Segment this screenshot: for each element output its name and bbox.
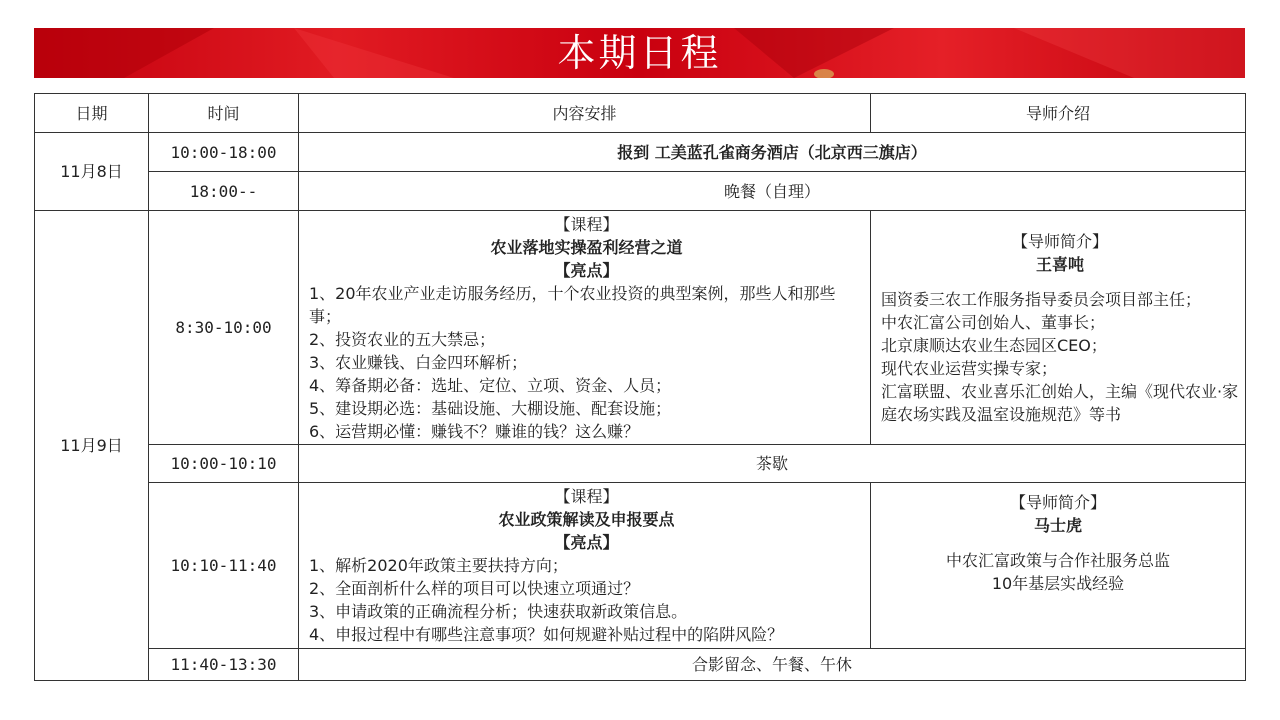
tutor-line: 中农汇富公司创始人、董事长； bbox=[881, 312, 1106, 332]
list-item: 1、20年农业产业走访服务经历，十个农业投资的典型案例，那些人和那些事； bbox=[309, 283, 836, 326]
tutor-line: 北京康顺达农业生态园区CEO； bbox=[881, 335, 1107, 355]
tutor-line: 10年基层实战经验 bbox=[991, 573, 1125, 593]
table-row bbox=[35, 211, 1246, 445]
date-cell: 11月8日 bbox=[35, 133, 149, 211]
content-cell: 报到 工美蓝孔雀商务酒店（北京西三旗店） bbox=[299, 133, 1246, 172]
page-title: 本期日程 bbox=[557, 31, 722, 75]
list-item: 6、运营期必懂：赚钱不？赚谁的钱？这么赚？ bbox=[309, 421, 640, 441]
list-item: 4、申报过程中有哪些注意事项？如何规避补贴过程中的陷阱风险？ bbox=[309, 625, 784, 644]
tutor-line: 汇富联盟、农业喜乐汇创始人，主编《现代农业·家庭农场实践及温室设施规范》等书 bbox=[881, 381, 1239, 424]
date-cell: 11月9日 bbox=[35, 211, 149, 681]
tutor-cell bbox=[871, 211, 1246, 445]
list-item: 4、筹备期必备：选址、定位、立项、资金、人员； bbox=[309, 375, 672, 395]
table-row bbox=[35, 649, 1246, 681]
header-tutor: 导师介绍 bbox=[871, 94, 1246, 133]
time-cell: 11:40-13:30 bbox=[149, 649, 299, 681]
time-cell: 10:00-10:10 bbox=[149, 445, 299, 483]
tutor-line: 国资委三农工作服务指导委员会项目部主任； bbox=[881, 289, 1202, 309]
content-cell: 茶歇 bbox=[299, 445, 1246, 483]
course-title: 农业政策解读及申报要点 bbox=[498, 510, 675, 529]
list-item: 5、建设期必选：基础设施、大棚设施、配套设施； bbox=[309, 398, 672, 418]
header-date: 日期 bbox=[35, 94, 149, 133]
list-item: 2、投资农业的五大禁忌； bbox=[309, 329, 496, 349]
table-row bbox=[35, 483, 1246, 649]
list-item: 1、解析2020年政策主要扶持方向； bbox=[309, 556, 568, 575]
list-item: 2、全面剖析什么样的项目可以快速立项通过？ bbox=[309, 579, 640, 598]
course-tag: 【课程】 bbox=[554, 214, 619, 234]
time-cell: 10:00-18:00 bbox=[149, 133, 299, 172]
schedule-table bbox=[34, 93, 1246, 681]
course-tag: 【课程】 bbox=[554, 487, 619, 506]
time-cell: 10:10-11:40 bbox=[149, 483, 299, 649]
content-cell: 合影留念、午餐、午休 bbox=[299, 649, 1246, 681]
tutor-line: 现代农业运营实操专家； bbox=[881, 358, 1058, 378]
header-content: 内容安排 bbox=[299, 94, 871, 133]
tutor-line: 中农汇富政策与合作社服务总监 bbox=[945, 550, 1170, 570]
table-header-row bbox=[35, 94, 1246, 133]
course-title: 农业落地实操盈利经营之道 bbox=[490, 237, 683, 257]
course-cell bbox=[299, 483, 871, 649]
table-row bbox=[35, 172, 1246, 211]
table-row bbox=[35, 445, 1246, 483]
header-time: 时间 bbox=[149, 94, 299, 133]
title-banner bbox=[34, 28, 1245, 78]
content-cell: 晚餐（自理） bbox=[299, 172, 1246, 211]
table-row bbox=[35, 133, 1246, 172]
tutor-name: 马士虎 bbox=[1033, 515, 1082, 535]
highlight-tag: 【亮点】 bbox=[554, 533, 619, 552]
list-item: 3、农业赚钱、白金四环解析； bbox=[309, 352, 528, 372]
tutor-tag: 【导师简介】 bbox=[1009, 492, 1106, 512]
tutor-cell bbox=[871, 483, 1246, 649]
time-cell: 18:00-- bbox=[149, 172, 299, 211]
time-cell: 8:30-10:00 bbox=[149, 211, 299, 445]
list-item: 3、申请政策的正确流程分析；快速获取新政策信息。 bbox=[309, 602, 688, 621]
highlight-tag: 【亮点】 bbox=[554, 260, 619, 280]
tutor-name: 王喜吨 bbox=[1035, 254, 1084, 274]
tutor-tag: 【导师简介】 bbox=[1011, 231, 1108, 251]
course-cell bbox=[299, 211, 871, 445]
